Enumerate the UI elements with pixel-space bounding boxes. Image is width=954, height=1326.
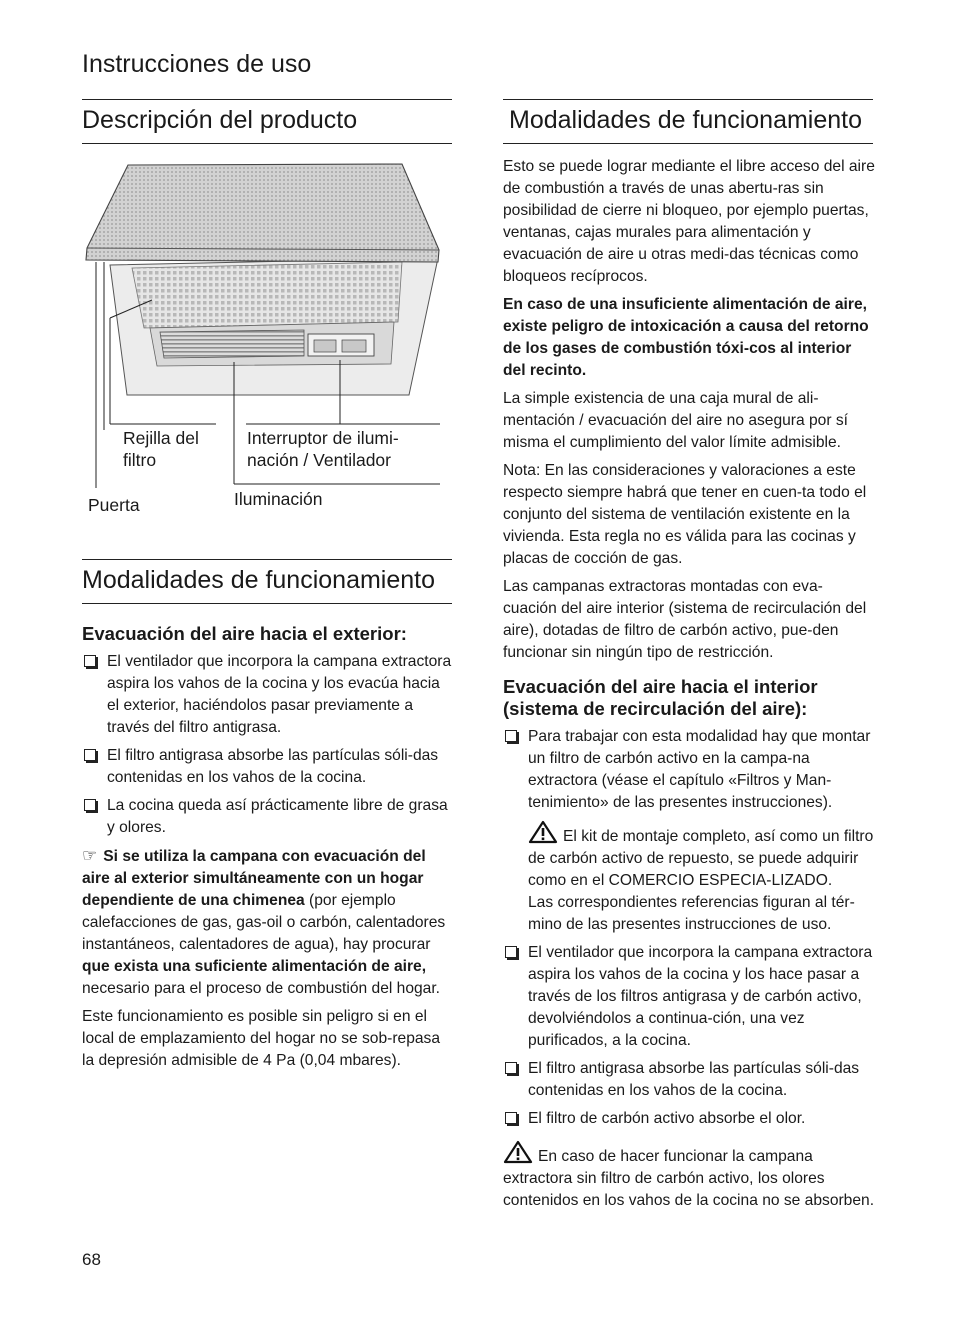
- pointing-hand-icon: ☞: [82, 846, 98, 865]
- label-door: Puerta: [88, 495, 140, 515]
- label-filter-grille: Rejilla del filtro: [123, 428, 199, 470]
- document-header: Instrucciones de uso: [82, 50, 312, 78]
- checkbox-bullet-icon: [505, 946, 517, 958]
- paragraph: Las campanas extractoras montadas con eva-cuación del aire interior (sistema de recirculación del aire), dotadas de filtro de carbón activo, pue-den funcionar sin ningún tipo de restricción.: [503, 578, 867, 661]
- checkbox-bullet-icon: [505, 1112, 517, 1124]
- paragraph: La simple existencia de una caja mural de ali-mentación / evacuación del aire no asegura por sí misma el cumplimiento del valor límite admisible.: [503, 390, 849, 451]
- chimney-note: ☞ Si se utiliza la campana con evacuación del aire al exterior simultáneamente con un hogar dependiente de una chimenea (por ejemplo calefacciones de gas, gas-oil o carbón, calentadores instantáneos, calentadores de agua), hay procurar que exista una suficiente alimentación de aire, necesario para el proceso de combustión del hogar.: [82, 846, 446, 997]
- interior-heading: Evacuación del aire hacia el interior (sistema de recirculación del aire):: [503, 676, 818, 719]
- list-item: El filtro de carbón activo absorbe el olor.: [503, 1108, 875, 1130]
- modes-top-rule-left: [82, 559, 452, 560]
- closing-paragraph: Este funcionamiento es posible sin peligro si en el local de emplazamiento del hogar no se sob-repasa la depresión admisible de 4 Pa (0,04 mbares).: [82, 1008, 441, 1069]
- list-item: El ventilador que incorpora la campana extractora aspira los vahos de la cocina y los hace pasar a través de los filtros antigrasa y de carbón activo, devolviéndolos a continua-ción, una vez purificados, a la cocina.: [503, 942, 875, 1052]
- right-column-body: [503, 156, 875, 1218]
- list-item: Para trabajar con esta modalidad hay que montar un filtro de carbón activo en la campa-na extractora (véase el capítulo «Filtros y Man-tenimiento» de las presentes instrucciones).: [503, 726, 875, 814]
- checkbox-bullet-icon: [505, 1062, 517, 1074]
- product-description-title: Descripción del producto: [82, 106, 358, 134]
- checkbox-bullet-icon: [505, 730, 517, 742]
- top-rule-right: [503, 99, 873, 100]
- modes-title-left: Modalidades de funcionamiento: [82, 566, 436, 594]
- modes-bottom-rule-left: [82, 603, 452, 604]
- left-column-body: [82, 623, 452, 1078]
- modes-title-right: Modalidades de funcionamiento: [509, 106, 863, 134]
- list-item: La cocina queda así prácticamente libre de grasa y olores.: [82, 795, 452, 839]
- list-item: El filtro antigrasa absorbe las partículas sóli-das contenidas en los vahos de la cocina.: [503, 1058, 875, 1102]
- warning-triangle-icon: [503, 1140, 533, 1164]
- checkbox-bullet-icon: [84, 655, 96, 667]
- intoxication-warning: En caso de una insuficiente alimentación de aire, existe peligro de intoxicación a causa del retorno de los gases de combustión tóxi-cos al interior del recinto.: [503, 296, 869, 379]
- list-item: El ventilador que incorpora la campana extractora aspira los vahos de la cocina y los evacúa hacia el exterior, haciéndolos pasar previamente a través del filtro antigrasa.: [82, 651, 452, 739]
- exterior-heading: Evacuación del aire hacia el exterior:: [82, 623, 407, 644]
- paragraph: Esto se puede lograr mediante el libre acceso del aire de combustión a través de unas abertu-ras sin posibilidad de cierre ni bloqueo, por ejemplo puertas, ventanas, cajas murales para alimentación y evacuación de aire u otras medi-das técnicas como bloqueos recíprocos.: [503, 158, 875, 285]
- list-item: El filtro antigrasa absorbe las partículas sóli-das contenidas en los vahos de la cocina.: [82, 745, 452, 789]
- page-number: 68: [82, 1250, 101, 1269]
- top-rule-left: [82, 99, 452, 100]
- checkbox-bullet-icon: [84, 749, 96, 761]
- checkbox-bullet-icon: [84, 799, 96, 811]
- warning-triangle-icon: [528, 820, 558, 844]
- kit-warning: El kit de montaje completo, así como un filtro de carbón activo de repuesto, se puede adquirir como en el COMERCIO ESPECIA-LIZADO. Las correspondientes referencias figuran al tér-mino de las presentes instrucciones de uso.: [503, 820, 875, 936]
- odor-warning: En caso de hacer funcionar la campana extractora sin filtro de carbón activo, los olores contenidos en los vahos de la cocina no se absorben.: [503, 1140, 875, 1212]
- label-light-fan-switch: Interruptor de ilumi- nación / Ventilador: [247, 428, 399, 470]
- bottom-rule-right: [503, 143, 873, 144]
- note-paragraph: Nota: En las consideraciones y valoraciones a este respecto siempre habrá que tener en cuen-ta todo el conjunto del sistema de ventilación existente en la vivienda. Esta regla no es válida para las cocinas y placas de cocción de gas.: [503, 462, 867, 567]
- label-lighting: Iluminación: [234, 489, 323, 509]
- bottom-rule-left: [82, 143, 452, 144]
